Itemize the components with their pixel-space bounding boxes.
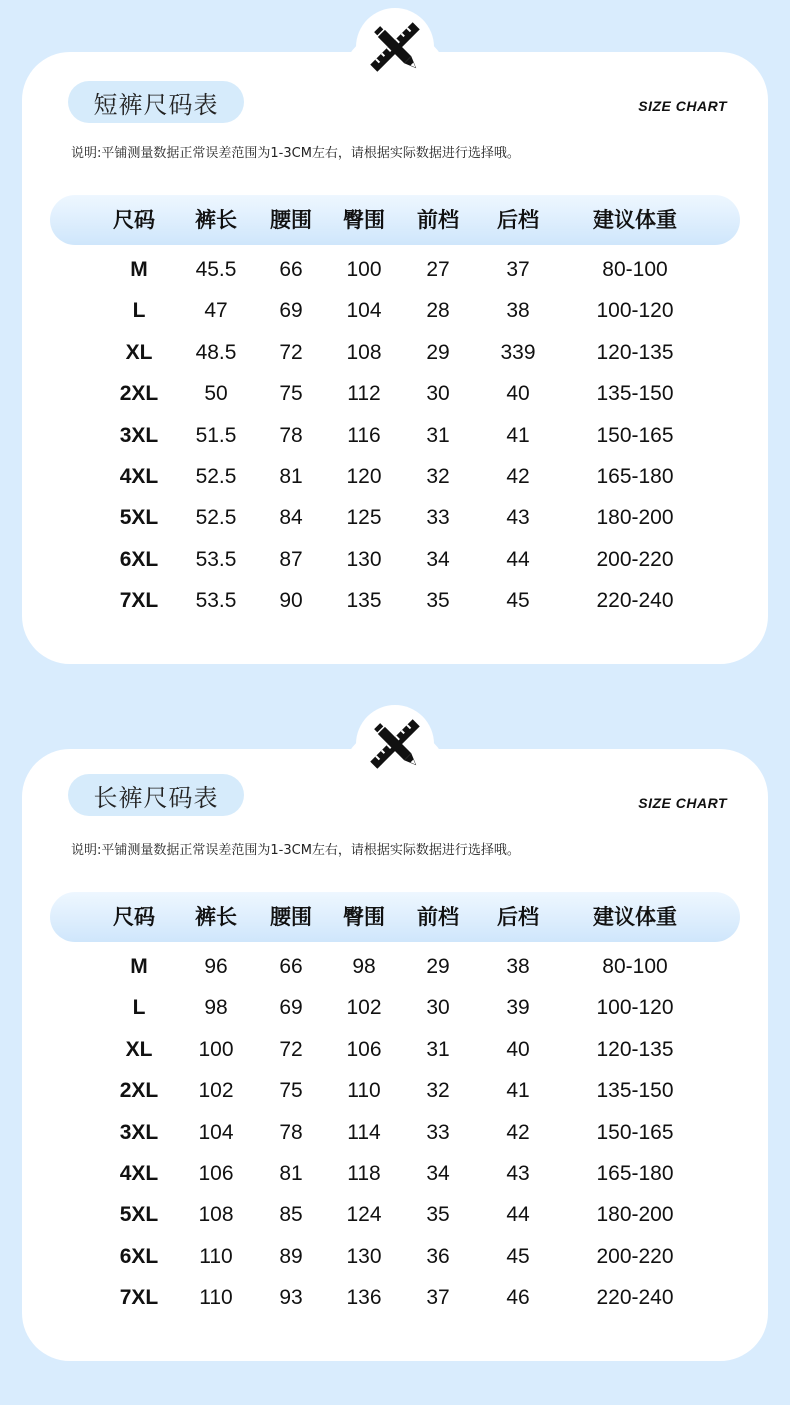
hip-cell: 114 <box>347 1120 381 1144</box>
front-rise-cell: 35 <box>426 589 450 613</box>
waist-cell: 72 <box>279 340 303 364</box>
front-rise-cell: 32 <box>426 465 450 488</box>
size-cell: 7XL <box>119 1286 159 1310</box>
weight-cell: 220-240 <box>596 1286 674 1310</box>
hip-cell: 136 <box>346 1286 382 1310</box>
hip-cell: 102 <box>346 996 382 1020</box>
size-cell: XL <box>125 1037 153 1061</box>
back-rise-cell: 46 <box>506 1286 530 1310</box>
size-cell: 6XL <box>119 1244 159 1268</box>
size-cell: 6XL <box>119 547 159 571</box>
hip-cell: 106 <box>346 1037 382 1061</box>
weight-cell: 180-200 <box>596 1203 674 1227</box>
back-rise-cell: 41 <box>506 1079 530 1103</box>
length-cell: 110 <box>199 1244 233 1268</box>
hip-cell: 135 <box>346 589 382 613</box>
waist-cell: 72 <box>279 1037 303 1061</box>
weight-cell: 180-200 <box>596 506 674 530</box>
back-rise-cell: 38 <box>506 299 530 323</box>
length-cell: 102 <box>198 1079 234 1103</box>
header-weight: 建议体重 <box>593 208 677 232</box>
length-cell: 110 <box>199 1286 233 1310</box>
size-cell: L <box>132 996 146 1020</box>
weight-cell: 120-135 <box>596 1037 674 1061</box>
table-row <box>0 374 790 414</box>
length-cell: 53.5 <box>195 547 237 571</box>
length-cell: 108 <box>198 1203 234 1227</box>
size-cell: 5XL <box>119 506 159 530</box>
front-rise-cell: 33 <box>426 506 450 530</box>
weight-cell: 120-135 <box>596 340 674 364</box>
weight-cell: 200-220 <box>596 547 674 571</box>
header-waist: 腰围 <box>270 208 312 232</box>
back-rise-cell: 39 <box>506 996 530 1020</box>
waist-cell: 66 <box>279 258 303 281</box>
length-cell: 98 <box>204 996 228 1020</box>
table-row <box>0 291 790 331</box>
table-row <box>0 416 790 456</box>
size-cell: 4XL <box>119 1162 159 1185</box>
front-rise-cell: 35 <box>426 1203 450 1227</box>
ruler-pencil-cross-icon <box>363 712 427 776</box>
length-cell: 45.5 <box>195 258 237 281</box>
weight-cell: 80-100 <box>602 955 668 978</box>
waist-cell: 75 <box>279 382 303 406</box>
table-row <box>0 947 790 987</box>
size-cell: 5XL <box>119 1203 159 1227</box>
length-cell: 52.5 <box>195 506 237 530</box>
trousers-table-header <box>50 892 740 942</box>
shorts-title-pill: 短裤尺码表 <box>68 81 244 123</box>
length-cell: 53.5 <box>195 589 237 613</box>
header-hip: 臀围 <box>343 905 385 929</box>
front-rise-cell: 29 <box>426 955 450 978</box>
back-rise-cell: 42 <box>506 1120 530 1144</box>
size-cell: 7XL <box>119 589 159 613</box>
table-row <box>0 333 790 373</box>
size-cell: M <box>130 258 148 281</box>
hip-cell: 125 <box>346 506 382 530</box>
header-length: 裤长 <box>195 905 237 929</box>
size-cell: L <box>132 299 146 323</box>
back-rise-cell: 38 <box>506 955 530 978</box>
shorts-table-header <box>50 195 740 245</box>
header-size: 尺码 <box>113 208 155 232</box>
size-cell: M <box>130 955 148 978</box>
hip-cell: 112 <box>347 382 381 406</box>
size-cell: XL <box>125 340 153 364</box>
shorts-size-chart-label: SIZE CHART <box>638 98 727 114</box>
length-cell: 51.5 <box>195 423 237 447</box>
table-row <box>0 540 790 580</box>
back-rise-cell: 43 <box>506 1162 530 1185</box>
length-cell: 100 <box>198 1037 234 1061</box>
weight-cell: 200-220 <box>596 1244 674 1268</box>
waist-cell: 78 <box>279 1120 303 1144</box>
front-rise-cell: 34 <box>426 547 450 571</box>
weight-cell: 80-100 <box>602 258 668 281</box>
waist-cell: 69 <box>279 299 303 323</box>
front-rise-cell: 37 <box>426 1286 450 1310</box>
front-rise-cell: 32 <box>426 1079 450 1103</box>
table-row <box>0 498 790 538</box>
length-cell: 47 <box>204 299 228 323</box>
waist-cell: 89 <box>279 1244 303 1268</box>
front-rise-cell: 31 <box>426 423 450 447</box>
size-cell: 3XL <box>119 423 159 447</box>
waist-cell: 85 <box>279 1203 303 1227</box>
weight-cell: 100-120 <box>596 299 674 323</box>
front-rise-cell: 27 <box>426 258 450 281</box>
front-rise-cell: 30 <box>426 996 450 1020</box>
back-rise-cell: 42 <box>506 465 530 488</box>
hip-cell: 108 <box>346 340 382 364</box>
back-rise-cell: 45 <box>506 1244 530 1268</box>
waist-cell: 75 <box>279 1079 303 1103</box>
front-rise-cell: 28 <box>426 299 450 323</box>
weight-cell: 135-150 <box>596 1079 674 1103</box>
waist-cell: 81 <box>279 1162 303 1185</box>
back-rise-cell: 44 <box>506 547 530 571</box>
trousers-title-pill: 长裤尺码表 <box>68 774 244 816</box>
waist-cell: 81 <box>279 465 303 488</box>
length-cell: 48.5 <box>195 340 237 364</box>
front-rise-cell: 30 <box>426 382 450 406</box>
waist-cell: 66 <box>279 955 303 978</box>
trousers-size-chart-label: SIZE CHART <box>638 795 727 811</box>
weight-cell: 165-180 <box>596 1162 674 1185</box>
header-weight: 建议体重 <box>593 905 677 929</box>
header-front-rise: 前档 <box>417 208 459 232</box>
weight-cell: 100-120 <box>596 996 674 1020</box>
table-row <box>0 1195 790 1235</box>
length-cell: 106 <box>198 1162 234 1185</box>
weight-cell: 220-240 <box>596 589 674 613</box>
header-front-rise: 前档 <box>417 905 459 929</box>
hip-cell: 116 <box>347 423 381 447</box>
waist-cell: 69 <box>279 996 303 1020</box>
hip-cell: 130 <box>346 547 382 571</box>
back-rise-cell: 41 <box>506 423 530 447</box>
ruler-pencil-cross-icon <box>363 15 427 79</box>
front-rise-cell: 34 <box>426 1162 450 1185</box>
waist-cell: 78 <box>279 423 303 447</box>
length-cell: 96 <box>204 955 228 978</box>
hip-cell: 118 <box>347 1162 381 1185</box>
back-rise-cell: 44 <box>506 1203 530 1227</box>
back-rise-cell: 40 <box>506 382 530 406</box>
weight-cell: 150-165 <box>596 423 674 447</box>
table-row <box>0 1071 790 1111</box>
front-rise-cell: 33 <box>426 1120 450 1144</box>
table-row <box>0 988 790 1028</box>
waist-cell: 90 <box>279 589 303 613</box>
header-waist: 腰围 <box>270 905 312 929</box>
table-row <box>0 1113 790 1153</box>
shorts-note: 说明:平铺测量数据正常误差范围为1-3CM左右，请根据实际数据进行选择哦。 <box>71 146 520 161</box>
waist-cell: 93 <box>279 1286 303 1310</box>
length-cell: 50 <box>204 382 228 406</box>
size-cell: 2XL <box>119 382 159 406</box>
back-rise-cell: 45 <box>506 589 530 613</box>
table-row <box>0 581 790 621</box>
header-back-rise: 后档 <box>497 208 539 232</box>
back-rise-cell: 37 <box>506 258 530 281</box>
front-rise-cell: 31 <box>426 1037 450 1061</box>
weight-cell: 150-165 <box>596 1120 674 1144</box>
waist-cell: 84 <box>279 506 303 530</box>
hip-cell: 104 <box>346 299 382 323</box>
back-rise-cell: 339 <box>500 340 536 364</box>
table-row <box>0 1278 790 1318</box>
front-rise-cell: 36 <box>426 1244 450 1268</box>
weight-cell: 135-150 <box>596 382 674 406</box>
length-cell: 104 <box>198 1120 234 1144</box>
length-cell: 52.5 <box>195 465 237 488</box>
back-rise-cell: 43 <box>506 506 530 530</box>
front-rise-cell: 29 <box>426 340 450 364</box>
weight-cell: 165-180 <box>596 465 674 488</box>
table-row <box>0 1154 790 1194</box>
hip-cell: 100 <box>346 258 382 281</box>
back-rise-cell: 40 <box>506 1037 530 1061</box>
trousers-note: 说明:平铺测量数据正常误差范围为1-3CM左右，请根据实际数据进行选择哦。 <box>71 843 520 858</box>
waist-cell: 87 <box>279 547 303 571</box>
table-row <box>0 1030 790 1070</box>
header-back-rise: 后档 <box>497 905 539 929</box>
table-row <box>0 250 790 290</box>
size-cell: 2XL <box>119 1079 159 1103</box>
header-size: 尺码 <box>113 905 155 929</box>
header-hip: 臀围 <box>343 208 385 232</box>
table-row <box>0 1237 790 1277</box>
hip-cell: 124 <box>346 1203 382 1227</box>
size-cell: 4XL <box>119 465 159 488</box>
trousers-badge <box>356 705 434 783</box>
hip-cell: 110 <box>347 1079 381 1103</box>
hip-cell: 98 <box>352 955 376 978</box>
shorts-badge <box>356 8 434 86</box>
header-length: 裤长 <box>195 208 237 232</box>
hip-cell: 120 <box>346 465 382 488</box>
hip-cell: 130 <box>346 1244 382 1268</box>
size-cell: 3XL <box>119 1120 159 1144</box>
table-row <box>0 457 790 497</box>
